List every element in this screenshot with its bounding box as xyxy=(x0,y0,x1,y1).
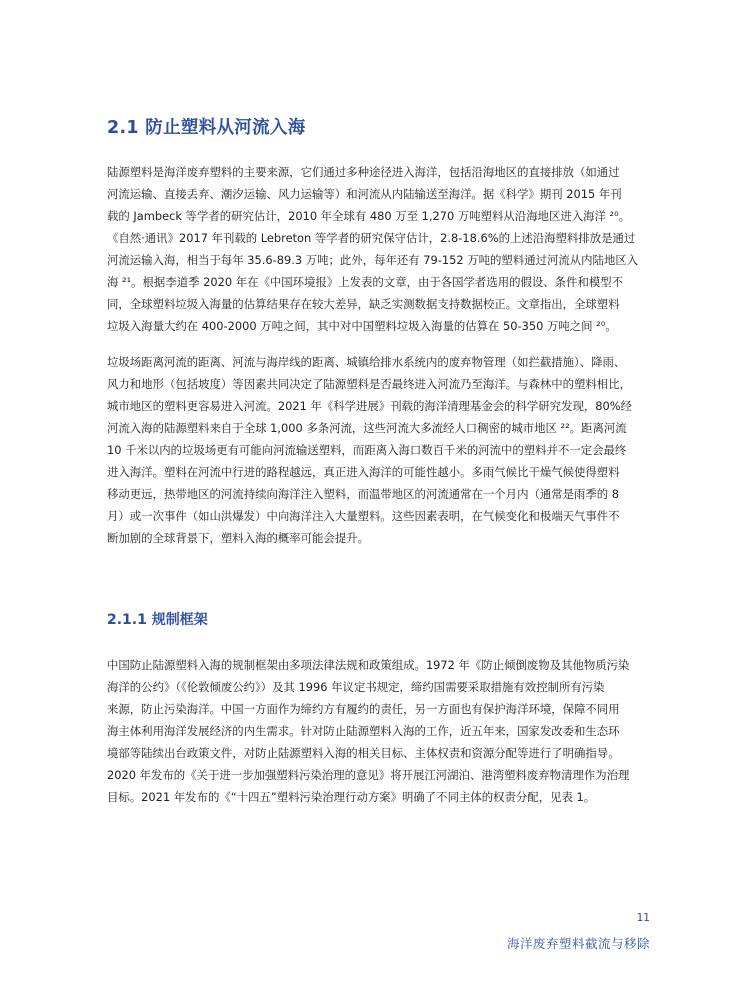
text-line: 海 ²¹。根据李道季 2020 年在《中国环境报》上发表的文章，由于各国学者选用的假设、条件和模型不 xyxy=(107,275,624,289)
text-line: 风力和地形（包括坡度）等因素共同决定了陆源塑料是否最终进入河流乃至海洋。与森林中的塑料相比， xyxy=(107,377,631,391)
text-line: 来源，防止污染海洋。中国一方面作为缔约方有履约的责任，另一方面也有保护海洋环境，保障不同用 xyxy=(107,702,620,716)
text-line: 载的 Jambeck 等学者的研究估计，2010 年全球有 480 万至 1,270 万吨塑料从沿海地区进入海洋 ²⁰。 xyxy=(107,209,631,223)
text-line: 河流入海的陆源塑料来自于全球 1,000 多条河流，这些河流大多流经人口稠密的城市地区 ²²。距离河流 xyxy=(107,421,627,435)
text-line: 海洋的公约》（《伦敦倾废公约》）及其 1996 年议定书规定，缔约国需要采取措施有效控制所有污染 xyxy=(107,680,605,694)
text-line: 月）或一次事件（如山洪爆发）中向海洋注入大量塑料。这些因素表明，在气候变化和极端天气事件不 xyxy=(107,509,620,523)
text-line: 同，全球塑料垃圾入海量的估算结果存在较大差异，缺乏实测数据支持数据校正。文章指出，全球塑料 xyxy=(107,297,620,311)
text-line: 河流运输、直接丢弃、潮汐运输、风力运输等）和河流从内陆输送至海洋。据《科学》期刊 2015 年刊 xyxy=(107,187,622,201)
text-line: 10 千米以内的垃圾场更有可能向河流输送塑料，而距离入海口数百千米的河流中的塑料并不一定会最终 xyxy=(107,443,627,457)
text-line: 城市地区的塑料更容易进入河流。2021 年《科学进展》刊载的海洋清理基金会的科学研究发现，80%经 xyxy=(107,399,632,413)
text-line: 《自然·通讯》2017 年刊载的 Lebreton 等学者的研究保守估计，2.8-18.6%的上述沿海塑料排放是通过 xyxy=(107,231,636,245)
footer-title: 海洋废弃塑料截流与移除 xyxy=(506,936,650,951)
text-line: 断加剧的全球背景下，塑料入海的概率可能会提升。 xyxy=(107,531,369,545)
text-line: 2020 年发布的《关于进一步加强塑料污染治理的意见》将开展江河湖泊、港湾塑料废弃物清理作为治理 xyxy=(107,768,630,782)
text-line: 河流运输入海，相当于每年 35.6-89.3 万吨；此外，每年还有 79-152 万吨的塑料通过河流从内陆地区入 xyxy=(107,253,639,267)
subsection-heading: 2.1.1 规制框架 xyxy=(107,612,208,628)
text-line: 陆源塑料是海洋废弃塑料的主要来源，它们通过多种途径进入海洋，包括沿海地区的直接排放（如通过 xyxy=(107,165,620,179)
page-number: 11 xyxy=(636,912,650,924)
text-line: 移动更远，热带地区的河流持续向海洋注入塑料，而温带地区的河流通常在一个月内（通常是雨季的 8 xyxy=(107,487,620,501)
text-line: 垃圾入海量大约在 400-2000 万吨之间，其中对中国塑料垃圾入海量的估算在 50-350 万吨之间 ²⁰。 xyxy=(107,319,617,333)
text-line: 垃圾场距离河流的距离、河流与海岸线的距离、城镇给排水系统内的废弃物管理（如拦截措施）、降雨、 xyxy=(107,355,626,369)
section-heading: 2.1 防止塑料从河流入海 xyxy=(107,118,306,138)
paragraph-regulatory-framework xyxy=(107,654,652,808)
text-line: 进入海洋。塑料在河流中行进的路程越远，真正进入海洋的可能性越小。多雨气候比干燥气候使得塑料 xyxy=(107,465,620,479)
paragraph-land-based-sources xyxy=(107,161,652,337)
text-line: 境部等陆续出台政策文件，对防止陆源塑料入海的相关目标、主体权责和资源分配等进行了明确指导。 xyxy=(107,746,620,760)
text-line: 目标。2021 年发布的《“十四五”塑料污染治理行动方案》明确了不同主体的权责分配，见表 1。 xyxy=(107,790,596,804)
text-line: 中国防止陆源塑料入海的规制框架由多项法律法规和政策组成。1972 年《防止倾倒废物及其他物质污染 xyxy=(107,658,630,672)
text-line: 海主体利用海洋发展经济的内生需求。针对防止陆源塑料入海的工作，近五年来，国家发改委和生态环 xyxy=(107,724,620,738)
paragraph-river-factors xyxy=(107,351,652,549)
